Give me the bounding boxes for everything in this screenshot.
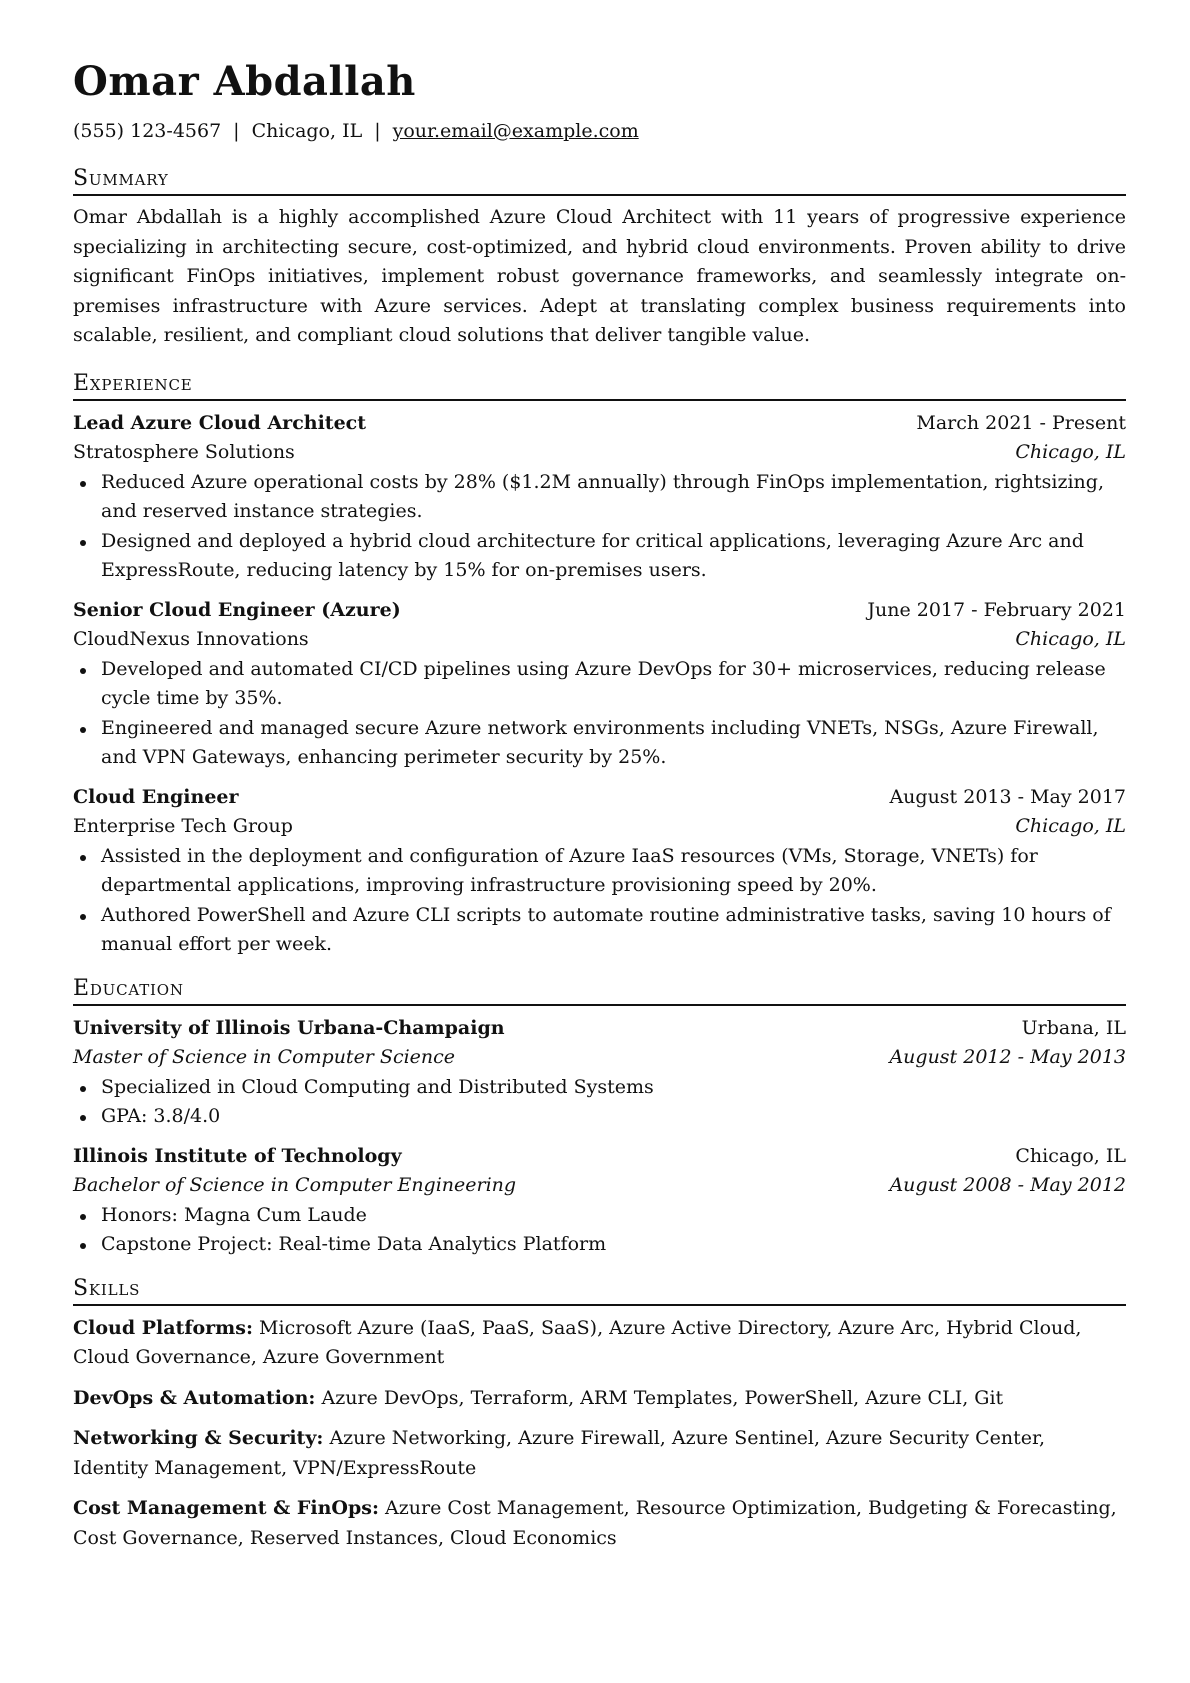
resume-page (73, 58, 1126, 1553)
skill-group (73, 1384, 1126, 1414)
list-item (73, 714, 1126, 773)
school-location: Urbana, IL (1021, 1016, 1126, 1039)
list-item (73, 1201, 1126, 1231)
skill-items: Azure DevOps, Terraform, ARM Templates, PowerShell, Azure CLI, Git (321, 1386, 1004, 1409)
job-entry (73, 409, 1126, 586)
bullet-icon (80, 1243, 86, 1249)
job-title: Senior Cloud Engineer (Azure) (73, 598, 401, 621)
contact-separator: | (374, 120, 381, 142)
company-name: Enterprise Tech Group (73, 815, 293, 837)
education-dates: August 2008 - May 2012 (889, 1174, 1126, 1196)
skill-items: Azure Networking, Azure Firewall, Azure Sentinel, Azure Security Center, Identity Management, VPN/ExpressRoute (73, 1427, 1046, 1479)
bullet-text: Developed and automated CI/CD pipelines using Azure DevOps for 30+ microservices, reducing release cycle time by 35%. (101, 657, 1106, 709)
job-dates: June 2017 - February 2021 (867, 598, 1126, 621)
bullet-text: Capstone Project: Real-time Data Analytics Platform (101, 1233, 607, 1255)
job-title: Lead Azure Cloud Architect (73, 411, 367, 434)
skill-label: Cloud Platforms: (73, 1316, 253, 1339)
section-title-summary: Summary (73, 166, 1126, 196)
list-item (73, 655, 1126, 714)
degree-name: Bachelor of Science in Computer Engineering (73, 1174, 517, 1196)
company-name: Stratosphere Solutions (73, 441, 295, 463)
summary-text: Omar Abdallah is a highly accomplished Azure Cloud Architect with 11 years of progressive experience specializing in architecting secure, cost-optimized, and hybrid cloud environments. Proven ability to drive significant FinOps initiatives, implement robust governance frameworks, and seamlessly integrate on-premises infrastructure with Azure services. Adept at translating complex business requirements into scalable, resilient, and compliant cloud solutions that deliver tangible value. (73, 206, 1126, 346)
company-name: CloudNexus Innovations (73, 628, 309, 650)
list-item (73, 1102, 1126, 1132)
education-entry (73, 1014, 1126, 1132)
experience-section (73, 371, 1126, 960)
list-item (73, 842, 1126, 901)
bullet-text: Reduced Azure operational costs by 28% ($1.2M annually) through FinOps implementation, rightsizing, and reserved instance strategies. (101, 470, 1104, 522)
bullet-icon (80, 668, 86, 674)
skill-items: Microsoft Azure (IaaS, PaaS, SaaS), Azure Active Directory, Azure Arc, Hybrid Cloud, Cloud Governance, Azure Government (73, 1316, 1082, 1368)
bullet-icon (80, 1115, 86, 1121)
skill-group (73, 1314, 1126, 1373)
skill-items: Azure Cost Management, Resource Optimization, Budgeting & Forecasting, Cost Governance, Reserved Instances, Cloud Economics (73, 1497, 1117, 1549)
education-dates: August 2012 - May 2013 (889, 1046, 1126, 1068)
contact-separator: | (233, 120, 240, 142)
job-entry (73, 596, 1126, 773)
bullet-text: GPA: 3.8/4.0 (101, 1105, 221, 1127)
bullet-text: Honors: Magna Cum Laude (101, 1203, 367, 1226)
contact-location: Chicago, IL (251, 120, 363, 142)
job-location: Chicago, IL (1015, 628, 1126, 650)
skill-label: DevOps & Automation: (73, 1386, 316, 1409)
contact-line (73, 118, 1126, 144)
skills-list (73, 1314, 1126, 1554)
skill-label: Networking & Security: (73, 1427, 324, 1449)
bullet-icon (80, 481, 86, 487)
job-title: Cloud Engineer (73, 785, 239, 808)
list-item (73, 901, 1126, 960)
bullet-icon (80, 855, 86, 861)
skill-label: Cost Management & FinOps: (73, 1497, 379, 1519)
list-item (73, 468, 1126, 527)
section-title-skills: Skills (73, 1276, 1126, 1306)
summary-section (73, 166, 1126, 351)
skill-group (73, 1494, 1126, 1553)
bullet-text: Engineered and managed secure Azure network environments including VNETs, NSGs, Azure Firewall, and VPN Gateways, enhancing perimeter security by 25%. (101, 716, 1099, 768)
bullet-icon (80, 1214, 86, 1220)
bullet-icon (80, 727, 86, 733)
bullet-icon (80, 540, 86, 546)
list-item (73, 527, 1126, 586)
candidate-name: Omar Abdallah (73, 58, 416, 105)
school-name: Illinois Institute of Technology (73, 1144, 402, 1167)
education-entry (73, 1142, 1126, 1260)
email-link[interactable]: your.email@example.com (392, 120, 639, 142)
bullet-text: Designed and deployed a hybrid cloud architecture for critical applications, leveraging Azure Arc and ExpressRoute, reducing latency by 15% for on-premises users. (101, 529, 1084, 581)
skill-group (73, 1424, 1126, 1483)
bullet-text: Specialized in Cloud Computing and Distributed Systems (101, 1075, 654, 1098)
phone-number: (555) 123-4567 (73, 120, 222, 142)
skills-section (73, 1276, 1126, 1554)
bullet-icon (80, 914, 86, 920)
job-dates: March 2021 - Present (916, 411, 1126, 434)
school-name: University of Illinois Urbana-Champaign (73, 1016, 505, 1039)
list-item (73, 1230, 1126, 1260)
bullet-icon (80, 1086, 86, 1092)
school-location: Chicago, IL (1015, 1144, 1126, 1167)
section-title-education: Education (73, 976, 1126, 1006)
section-title-experience: Experience (73, 371, 1126, 401)
degree-name: Master of Science in Computer Science (73, 1046, 456, 1068)
job-entry (73, 783, 1126, 960)
list-item (73, 1073, 1126, 1103)
bullet-text: Authored PowerShell and Azure CLI scripts to automate routine administrative tasks, saving 10 hours of manual effort per week. (101, 903, 1111, 955)
education-section (73, 976, 1126, 1260)
job-location: Chicago, IL (1015, 815, 1126, 837)
job-dates: August 2013 - May 2017 (889, 785, 1126, 808)
bullet-text: Assisted in the deployment and configuration of Azure IaaS resources (VMs, Storage, VNETs) for departmental applications, improving infrastructure provisioning speed by 20%. (101, 844, 1038, 896)
job-location: Chicago, IL (1015, 441, 1126, 463)
